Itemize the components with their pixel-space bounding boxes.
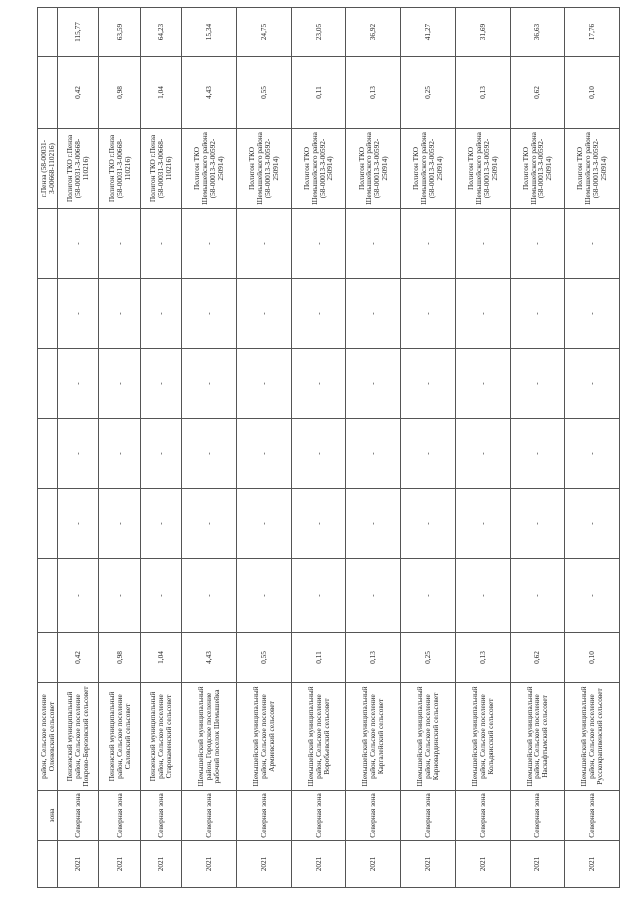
territory-cell: Шемышейский муниципальный район, Сельское поселение Армиевский сельсовет [237, 683, 292, 791]
zone-cell: Северная зона [140, 791, 181, 841]
territory-cell: Шемышейский муниципальный район, Сельское поселение Кольдяисский сельсовет [455, 683, 510, 791]
dash-cell: - [510, 209, 565, 279]
dash-cell: - [565, 209, 620, 279]
dash-cell: - [346, 209, 401, 279]
territory-cell: Шемышейский муниципальный район, Сельское поселение Русскокрапивенский сельсовет [565, 683, 620, 791]
mass-cell: 0,11 [291, 57, 346, 129]
object-cell: Полигон ТКО г.Пенза (58-00031-З-00668-110216) [58, 129, 99, 209]
dash-cell: - [58, 349, 99, 419]
dash-cell: - [346, 559, 401, 633]
dash-cell: - [237, 559, 292, 633]
empty-cell [38, 209, 58, 279]
object-cell: Полигон ТКО Шемышейского района (58-00013-З-00592-250914) [291, 129, 346, 209]
empty-cell [38, 489, 58, 559]
mass-cell: 0,13 [455, 633, 510, 683]
dash-cell: - [237, 489, 292, 559]
object-cell: Полигон ТКО Шемышейского района (58-00013-З-00592-250914) [510, 129, 565, 209]
dash-cell: - [346, 349, 401, 419]
dash-cell: - [510, 349, 565, 419]
dash-cell: - [99, 559, 140, 633]
territory-cell: Шемышейский муниципальный район, Сельское поселение Воробьевский сельсовет [291, 683, 346, 791]
dash-cell: - [455, 419, 510, 489]
zone-cell: зона [38, 791, 58, 841]
zone-cell: Северная зона [455, 791, 510, 841]
mass-cell: 4,43 [182, 633, 237, 683]
dash-cell: - [99, 279, 140, 349]
table-row [401, 8, 456, 888]
object-cell: Полигон ТКО Шемышейского района (58-00013-З-00592-250914) [237, 129, 292, 209]
dash-cell: - [291, 209, 346, 279]
dash-cell: - [401, 209, 456, 279]
dash-cell: - [565, 419, 620, 489]
zone-cell: Северная зона [58, 791, 99, 841]
dash-cell: - [58, 559, 99, 633]
table-row [182, 8, 237, 888]
dash-cell: - [291, 279, 346, 349]
dash-cell: - [99, 209, 140, 279]
distance-cell: 31,69 [455, 8, 510, 57]
dash-cell: - [140, 489, 181, 559]
year-cell: 2021 [346, 841, 401, 888]
mass-cell: 0,10 [565, 633, 620, 683]
table-row [565, 8, 620, 888]
year-cell: 2021 [565, 841, 620, 888]
dash-cell: - [182, 209, 237, 279]
distance-cell: 36,92 [346, 8, 401, 57]
mass-cell: 0,13 [455, 57, 510, 129]
dash-cell: - [237, 419, 292, 489]
dash-cell: - [291, 349, 346, 419]
year-cell: 2021 [140, 841, 181, 888]
mass-cell: 0,25 [401, 633, 456, 683]
dash-cell: - [58, 209, 99, 279]
dash-cell: - [237, 279, 292, 349]
zone-cell: Северная зона [565, 791, 620, 841]
year-cell: 2021 [291, 841, 346, 888]
dash-cell: - [99, 489, 140, 559]
empty-cell [38, 279, 58, 349]
zone-cell: Северная зона [237, 791, 292, 841]
table-row [346, 8, 401, 888]
dash-cell: - [510, 559, 565, 633]
dash-cell: - [346, 489, 401, 559]
mass-cell: 0,13 [346, 633, 401, 683]
mass-cell: 0,42 [58, 633, 99, 683]
dash-cell: - [401, 279, 456, 349]
dash-cell: - [565, 559, 620, 633]
dash-cell: - [182, 279, 237, 349]
dash-cell: - [99, 349, 140, 419]
table-row [58, 8, 99, 888]
mass-cell: 1,04 [140, 633, 181, 683]
dash-cell: - [401, 349, 456, 419]
dash-cell: - [401, 419, 456, 489]
dash-cell: - [455, 349, 510, 419]
dash-cell: - [455, 559, 510, 633]
rotated-table-wrapper [37, 8, 620, 888]
distance-cell: 41,27 [401, 8, 456, 57]
year-cell: 2021 [510, 841, 565, 888]
zone-cell: Северная зона [182, 791, 237, 841]
dash-cell: - [291, 489, 346, 559]
empty-cell [38, 8, 58, 57]
dash-cell: - [510, 419, 565, 489]
year-cell: 2021 [182, 841, 237, 888]
territory-cell: Шемышейский муниципальный район, Сельское поселение Наскафтымский сельсовет [510, 683, 565, 791]
table-row [237, 8, 292, 888]
object-cell: Полигон ТКО г.Пенза (58-00031-З-00668-110216) [140, 129, 181, 209]
dash-cell: - [237, 349, 292, 419]
mass-cell: 0,11 [291, 633, 346, 683]
territory-cell: Шемышейский муниципальный район, Сельское поселение Карновардинский сельсовет [401, 683, 456, 791]
object-cell: Полигон ТКО Шемышейского района (58-00013-З-00592-250914) [401, 129, 456, 209]
territory-cell: Шемышейский муниципальный район, Городское поселение рабочий поселок Шемышейка [182, 683, 237, 791]
table-row [291, 8, 346, 888]
year-cell: 2021 [401, 841, 456, 888]
dash-cell: - [346, 279, 401, 349]
distance-cell: 17,76 [565, 8, 620, 57]
year-cell: 2021 [99, 841, 140, 888]
dash-cell: - [565, 349, 620, 419]
table-row [140, 8, 181, 888]
dash-cell: - [182, 489, 237, 559]
territory-cell: Пензенский муниципальный район, Сельское поселение Старокаменский сельсовет [140, 683, 181, 791]
mass-cell: 0,42 [58, 57, 99, 129]
dash-cell: - [140, 419, 181, 489]
object-cell: г.Пенза (58-00031-З-00668-110216) [38, 129, 58, 209]
dash-cell: - [182, 349, 237, 419]
dash-cell: - [510, 489, 565, 559]
table-row [99, 8, 140, 888]
mass-cell: 0,98 [99, 57, 140, 129]
table-row [455, 8, 510, 888]
waste-flow-table [37, 7, 620, 888]
dash-cell: - [565, 489, 620, 559]
mass-cell: 0,62 [510, 633, 565, 683]
dash-cell: - [401, 559, 456, 633]
mass-cell: 0,98 [99, 633, 140, 683]
zone-cell: Северная зона [401, 791, 456, 841]
dash-cell: - [140, 279, 181, 349]
dash-cell: - [291, 559, 346, 633]
distance-cell: 23,05 [291, 8, 346, 57]
distance-cell: 15,34 [182, 8, 237, 57]
zone-cell: Северная зона [510, 791, 565, 841]
empty-cell [38, 57, 58, 129]
mass-cell: 0,62 [510, 57, 565, 129]
year-cell: 2021 [58, 841, 99, 888]
dash-cell: - [140, 349, 181, 419]
distance-cell: 63,59 [99, 8, 140, 57]
empty-cell [38, 419, 58, 489]
mass-cell: 0,55 [237, 57, 292, 129]
mass-cell: 0,10 [565, 57, 620, 129]
object-cell: Полигон ТКО Шемышейского района (58-00013-З-00592-250914) [565, 129, 620, 209]
empty-cell [38, 559, 58, 633]
dash-cell: - [99, 419, 140, 489]
territory-cell: район, Сельское поселение Оленевский сельсовет [38, 683, 58, 791]
mass-cell: 1,04 [140, 57, 181, 129]
year-cell: 2021 [455, 841, 510, 888]
mass-cell: 0,13 [346, 57, 401, 129]
object-cell: Полигон ТКО Шемышейского района (58-00013-З-00592-250914) [182, 129, 237, 209]
distance-cell: 115,77 [58, 8, 99, 57]
territory-cell: Пензенский муниципальный район, Сельское поселение Покрово-Березовский сельсовет [58, 683, 99, 791]
dash-cell: - [140, 209, 181, 279]
dash-cell: - [565, 279, 620, 349]
dash-cell: - [182, 559, 237, 633]
year-cell: 2021 [237, 841, 292, 888]
dash-cell: - [346, 419, 401, 489]
mass-cell: 0,55 [237, 633, 292, 683]
dash-cell: - [291, 419, 346, 489]
year-cell [38, 841, 58, 888]
dash-cell: - [401, 489, 456, 559]
distance-cell: 64,23 [140, 8, 181, 57]
zone-cell: Северная зона [99, 791, 140, 841]
dash-cell: - [455, 279, 510, 349]
dash-cell: - [58, 279, 99, 349]
dash-cell: - [455, 209, 510, 279]
mass-cell [38, 633, 58, 683]
mass-cell: 0,25 [401, 57, 456, 129]
zone-cell: Северная зона [346, 791, 401, 841]
dash-cell: - [182, 419, 237, 489]
empty-cell [38, 349, 58, 419]
territory-cell: Шемышейский муниципальный район, Сельское поселение Каргалейский сельсовет [346, 683, 401, 791]
dash-cell: - [58, 489, 99, 559]
object-cell: Полигон ТКО г.Пенза (58-00031-З-00668-110216) [99, 129, 140, 209]
object-cell: Полигон ТКО Шемышейского района (58-00013-З-00592-250914) [346, 129, 401, 209]
table-row-continued [38, 8, 58, 888]
table-row [510, 8, 565, 888]
dash-cell: - [455, 489, 510, 559]
distance-cell: 36,63 [510, 8, 565, 57]
dash-cell: - [237, 209, 292, 279]
object-cell: Полигон ТКО Шемышейского района (58-00013-З-00592-250914) [455, 129, 510, 209]
dash-cell: - [58, 419, 99, 489]
dash-cell: - [510, 279, 565, 349]
dash-cell: - [140, 559, 181, 633]
zone-cell: Северная зона [291, 791, 346, 841]
distance-cell: 24,75 [237, 8, 292, 57]
mass-cell: 4,43 [182, 57, 237, 129]
territory-cell: Пензенский муниципальный район, Сельское поселение Саловский сельсовет [99, 683, 140, 791]
